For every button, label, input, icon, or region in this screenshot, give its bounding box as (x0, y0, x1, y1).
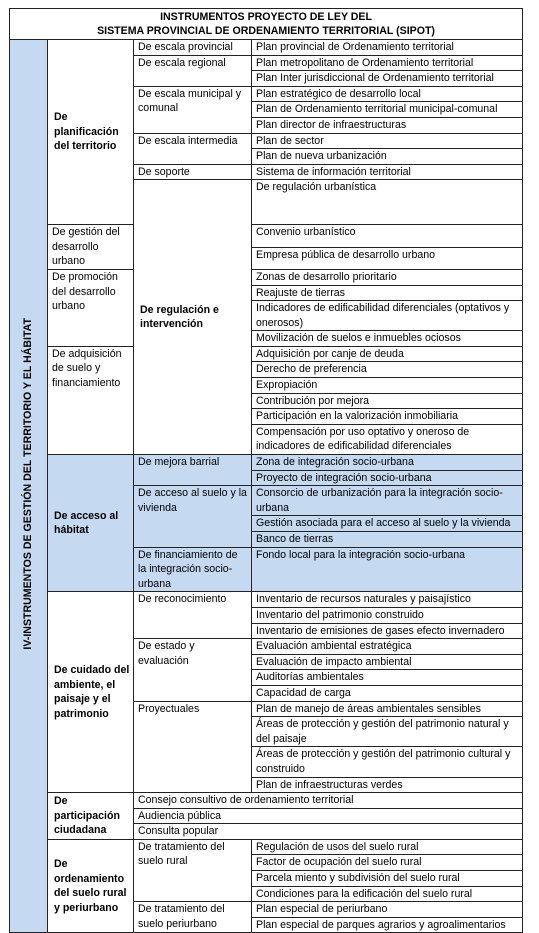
item-cell: Plan de infraestructuras verdes (252, 777, 523, 793)
item-cell: Consulta popular (134, 824, 523, 840)
item-cell: Indicadores de edificabilidad diferenciales (optativos y onerosos) (252, 301, 523, 331)
item-cell: Factor de ocupación del suelo rural (252, 855, 523, 871)
table-row (10, 793, 523, 809)
type-cell: De soporte (134, 164, 252, 180)
item-cell: Plan de manejo de áreas ambientales sensibles (252, 701, 523, 717)
item-cell: Áreas de protección y gestión del patrimonio cultural y construido (252, 747, 523, 777)
item-cell: Gestión asociada para el acceso al suelo y la vivienda (252, 516, 523, 532)
category-cell: De cuidado del ambiente, el paisaje y el patrimonio (48, 592, 134, 793)
type-cell: De regulación urbanística (252, 180, 523, 225)
item-cell: Fondo local para la integración socio-urbana (252, 547, 523, 592)
item-cell: Sistema de información territorial (252, 164, 523, 180)
item-cell: Proyecto de integración socio-urbana (252, 470, 523, 486)
item-cell: Regulación de usos del suelo rural (252, 839, 523, 855)
type-cell: De escala intermedia (134, 133, 252, 164)
category-cell: De acceso al hábitat (48, 455, 134, 592)
instruments-table (9, 8, 523, 933)
type-cell: De estado y evaluación (134, 639, 252, 701)
category-cell: De planificación del territorio (48, 40, 134, 225)
category-cell: De ordenamiento del suelo rural y periurbano (48, 839, 134, 933)
item-cell: Plan Inter jurisdiccional de Ordenamiento territorial (252, 71, 523, 87)
table-row (10, 839, 523, 855)
table-row (10, 269, 523, 285)
table-row (10, 40, 523, 56)
item-cell: Participación en la valorización inmobiliaria (252, 409, 523, 425)
item-cell: Plan especial de periurbano (252, 902, 523, 918)
table-row (10, 455, 523, 471)
item-cell: Inventario de recursos naturales y paisajístico (252, 592, 523, 608)
item-cell: Plan metropolitano de Ordenamiento territorial (252, 55, 523, 71)
item-cell: Plan de Ordenamiento territorial municipal-comunal (252, 102, 523, 118)
type-cell: De promoción del desarrollo urbano (48, 269, 134, 346)
type-cell: De adquisición de suelo y financiamiento (48, 346, 134, 454)
type-cell: De reconocimiento (134, 592, 252, 639)
item-cell: Plan estratégico de desarrollo local (252, 86, 523, 102)
table-row (10, 225, 523, 247)
title-line-2: SISTEMA PROVINCIAL DE ORDENAMIENTO TERRITORIAL (SIPOT) (97, 25, 435, 37)
item-cell: Plan provincial de Ordenamiento territorial (252, 40, 523, 56)
item-cell: Banco de tierras (252, 532, 523, 548)
type-cell: De tratamiento del suelo rural (134, 839, 252, 901)
title-line-1: INSTRUMENTOS PROYECTO DE LEY DEL (160, 11, 372, 23)
item-cell: Expropiación (252, 378, 523, 394)
item-cell: Zonas de desarrollo prioritario (252, 269, 523, 285)
item-cell: Plan de sector (252, 133, 523, 149)
item-cell: Condiciones para la edificación del suelo rural (252, 886, 523, 902)
item-cell: Capacidad de carga (252, 685, 523, 701)
type-cell: De escala provincial (134, 40, 252, 56)
item-cell: Empresa pública de desarrollo urbano (252, 247, 523, 269)
item-cell: Movilización de suelos e inmuebles ociosos (252, 331, 523, 347)
item-cell: Compensación por uso optativo y oneroso de indicadores de edificabilidad diferenciales (252, 424, 523, 454)
item-cell: Parcela miento y subdivisión del suelo rural (252, 871, 523, 887)
type-cell: De tratamiento del suelo periurbano (134, 902, 252, 933)
item-cell: Consejo consultivo de ordenamiento territorial (134, 793, 523, 809)
table-header-row (10, 9, 523, 40)
item-cell: Consorcio de urbanización para la integración socio-urbana (252, 486, 523, 516)
type-cell: Proyectuales (134, 701, 252, 793)
item-cell: Zona de integración socio-urbana (252, 455, 523, 471)
item-cell: Inventario del patrimonio construido (252, 607, 523, 623)
type-cell: De financiamiento de la integración socio-urbana (134, 547, 252, 592)
item-cell: Derecho de preferencia (252, 362, 523, 378)
table-row (10, 346, 523, 362)
item-cell: Evaluación ambiental estratégica (252, 639, 523, 655)
type-cell: De acceso al suelo y la vivienda (134, 486, 252, 547)
type-cell: De gestión del desarrollo urbano (48, 225, 134, 270)
table-row (10, 592, 523, 608)
item-cell: Audiencia pública (134, 808, 523, 824)
item-cell: Convenio urbanístico (252, 225, 523, 247)
item-cell: Auditorías ambientales (252, 670, 523, 686)
item-cell: Adquisición por canje de deuda (252, 346, 523, 362)
item-cell: Plan especial de parques agrarios y agroalimentarios (252, 917, 523, 933)
type-cell: De escala regional (134, 55, 252, 86)
side-title-cell (10, 40, 48, 933)
item-cell: Contribución por mejora (252, 393, 523, 409)
item-cell: Áreas de protección y gestión del patrimonio natural y del paisaje (252, 717, 523, 747)
category-cell: De regulación e intervención (134, 180, 252, 455)
item-cell: Plan de nueva urbanización (252, 149, 523, 165)
side-title: IV-INSTRUMENTOS DE GESTIÓN DEL TERRITORIO Y EL HÁBITAT (22, 318, 35, 650)
item-cell: Evaluación de impacto ambiental (252, 654, 523, 670)
item-cell: Inventario de emisiones de gases efecto invernadero (252, 623, 523, 639)
type-cell: De escala municipal y comunal (134, 86, 252, 133)
item-cell: Reajuste de tierras (252, 285, 523, 301)
item-cell: Plan director de infraestructuras (252, 117, 523, 133)
table-title (10, 9, 523, 40)
category-cell: De participación ciudadana (48, 793, 134, 840)
type-cell: De mejora barrial (134, 455, 252, 486)
